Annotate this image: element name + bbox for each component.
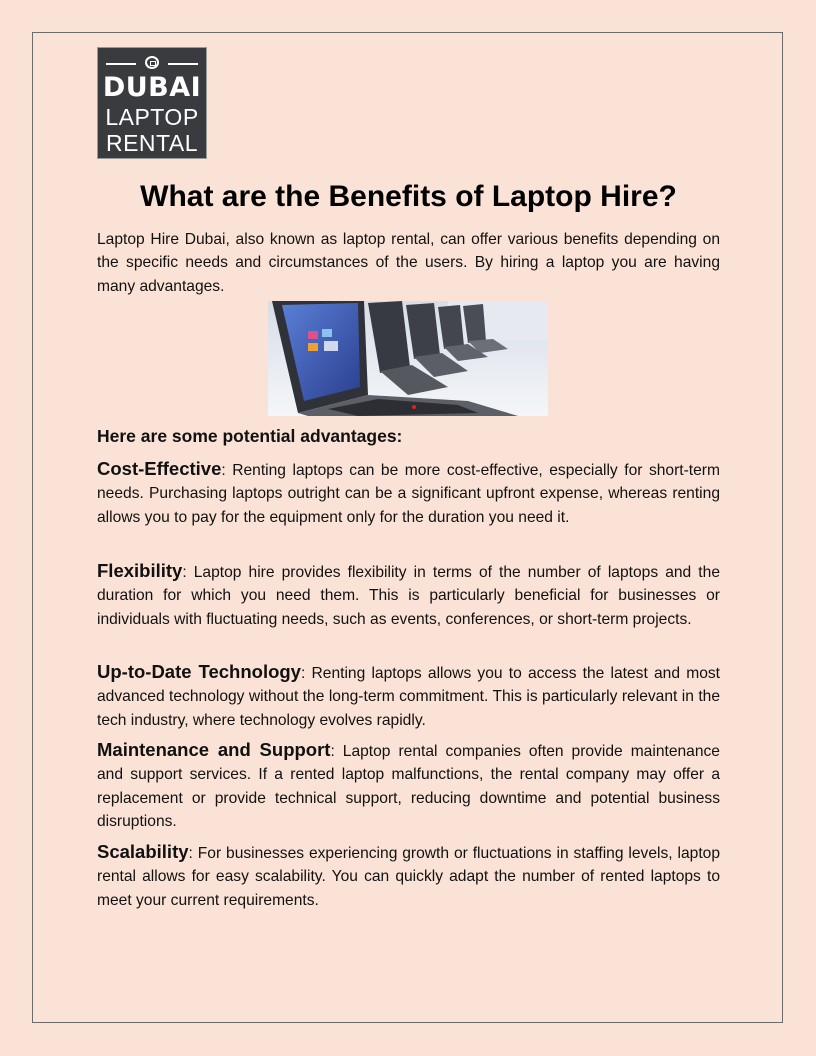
benefit-text: : Renting laptops can be more cost-effective, especially for short-term needs. Purchasing laptops outright can be a significant upfront expense, whereas renting allows you to pay for the equipment only for the duration you need it. [97, 462, 720, 526]
benefit-text: : Laptop rental companies often provide maintenance and support services. If a rented laptop malfunctions, the rental company may offer a replacement or provide technical support, reducing downtime and potential business disruptions. [97, 743, 720, 831]
benefit-scalability [97, 840, 720, 912]
benefit-text: : Laptop hire provides flexibility in terms of the number of laptops and the duration for which you need them. This is particularly beneficial for businesses or individuals with fluctuating needs, such as events, conferences, or short-term projects. [97, 564, 720, 628]
logo-text-rental: RENTAL [105, 130, 199, 156]
logo-text-laptop: LAPTOP [105, 104, 199, 130]
advantages-heading: Here are some potential advantages: [97, 426, 403, 446]
intro-paragraph: Laptop Hire Dubai, also known as laptop rental, can offer various benefits depending on the specific needs and circumstances of the users. By hiring a laptop you are having many advantages. [97, 231, 720, 295]
logo-text-dubai: DUBAI [102, 72, 202, 103]
benefit-term: Up-to-Date Technology [97, 661, 301, 682]
benefit-term: Scalability [97, 841, 189, 862]
laptop-emblem-icon [98, 55, 206, 71]
benefit-up-to-date-technology [97, 660, 720, 732]
benefit-cost-effective [97, 457, 720, 529]
benefit-flexibility [97, 559, 720, 631]
page-title: What are the Benefits of Laptop Hire? [140, 180, 677, 213]
benefit-term: Flexibility [97, 560, 183, 581]
benefit-term: Cost-Effective [97, 458, 222, 479]
benefit-text: : For businesses experiencing growth or fluctuations in staffing levels, laptop rental allows for easy scalability. You can quickly adapt the number of rented laptops to meet your current requirements. [97, 845, 720, 909]
benefit-text: : Renting laptops allows you to access the latest and most advanced technology without the long-term commitment. This is particularly relevant in the tech industry, where technology evolves rapidly. [97, 665, 720, 729]
laptops-photo [268, 301, 548, 416]
company-logo [97, 47, 207, 159]
benefit-term: Maintenance and Support [97, 739, 331, 760]
benefit-maintenance-support [97, 738, 720, 834]
